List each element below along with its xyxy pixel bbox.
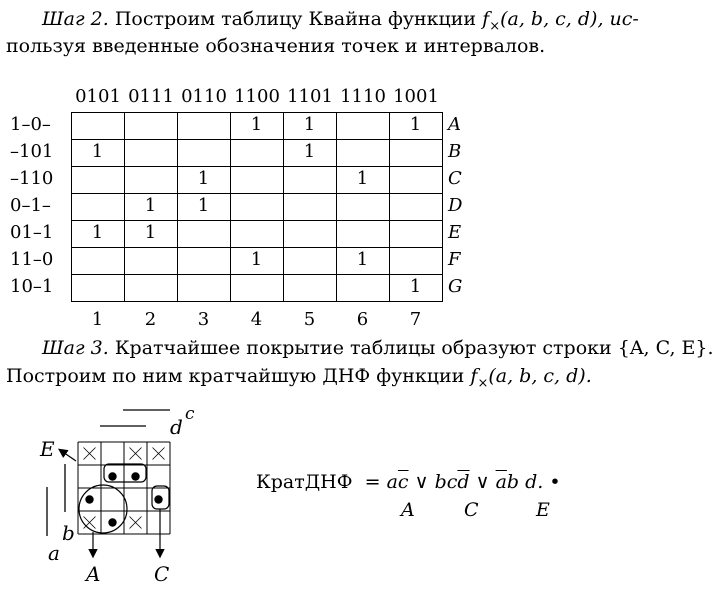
- table-cell: 1: [356, 168, 369, 189]
- formula-letter-C: C: [464, 499, 479, 521]
- step3-args: (a, b, c, d).: [488, 365, 592, 387]
- table-cell: 1: [197, 195, 210, 216]
- table-row-letter: F: [448, 249, 461, 270]
- kmap-dot-mark: [108, 518, 116, 526]
- table-row-label: –101: [10, 141, 54, 162]
- kmap-dot-mark: [108, 472, 116, 480]
- formula-term3-b: b: [506, 471, 520, 493]
- table-column-number: 7: [409, 309, 422, 330]
- table-cell: 1: [91, 141, 104, 162]
- table-cell: 1: [409, 114, 422, 135]
- kmap-label-a: a: [48, 541, 60, 565]
- table-column-header: 1110: [340, 86, 386, 107]
- kmap-dot-mark: [85, 495, 93, 503]
- formula-prefix: КратДНФ: [256, 471, 353, 493]
- table-column-header: 1001: [393, 86, 439, 107]
- formula-eq: =: [364, 471, 381, 493]
- table-row-letter: B: [448, 141, 462, 162]
- table-row-label: 1–0–: [10, 114, 51, 135]
- step2-args: (a, b, c, d), ис-: [500, 8, 639, 30]
- step2-line2: пользуя введенные обозначения точек и интервалов.: [6, 35, 546, 57]
- kmap-label-E: E: [40, 437, 55, 461]
- table-cell: 1: [303, 114, 316, 135]
- kmap-label-d: d: [170, 415, 183, 439]
- kmap-label-C: C: [154, 562, 170, 586]
- table-column-number: 5: [303, 309, 316, 330]
- step3-label: Шаг 3.: [42, 337, 109, 359]
- formula-letter-A: A: [401, 499, 415, 521]
- formula-term2-d: $\overline{d}$: [457, 471, 470, 493]
- formula-term2-c: c: [446, 471, 458, 493]
- formula-term3-a: $\overline{a}$: [495, 471, 507, 493]
- formula-term3-d: d.: [525, 471, 544, 493]
- formula-or-2: ∨: [475, 471, 490, 493]
- table-cell: 1: [91, 222, 104, 243]
- kmap-dot-mark: [131, 472, 139, 480]
- table-cell: 1: [250, 114, 263, 135]
- table-cell: 1: [197, 168, 210, 189]
- table-row-label: 0–1–: [10, 195, 51, 216]
- table-column-header: 0101: [75, 86, 121, 107]
- step3-func-sub: ×: [477, 375, 489, 391]
- formula-term1-a: a: [386, 471, 398, 493]
- formula-term2-b: b: [434, 471, 447, 493]
- table-row-letter: D: [448, 195, 463, 216]
- table-row-label: 10–1: [10, 276, 54, 297]
- table-row-letter: A: [448, 114, 461, 135]
- table-cell: 1: [144, 195, 157, 216]
- table-column-number: 1: [91, 309, 104, 330]
- table-column-number: 3: [197, 309, 210, 330]
- formula-term1-c: $\overline{c}$: [397, 471, 409, 493]
- formula-or-1: ∨: [414, 471, 429, 493]
- step2-func: f: [482, 8, 490, 30]
- table-column-number: 6: [356, 309, 369, 330]
- table-cell: 1: [409, 276, 422, 297]
- table-row-label: 01–1: [10, 222, 54, 243]
- table-column-header: 0111: [128, 86, 174, 107]
- kmap-label-b: b: [62, 521, 75, 545]
- table-column-number: 4: [250, 309, 263, 330]
- table-cell: 1: [144, 222, 157, 243]
- table-row-label: 11–0: [10, 249, 54, 270]
- step3-line2-text: Построим по ним кратчайшую ДНФ функции: [6, 365, 465, 387]
- table-column-header: 1101: [287, 86, 333, 107]
- kmap-label-A: A: [86, 562, 101, 586]
- table-row-letter: G: [448, 276, 463, 297]
- step3-func: f: [470, 365, 478, 387]
- formula-line: [256, 470, 561, 494]
- table-cell: 1: [250, 249, 263, 270]
- table-row-label: –110: [10, 168, 54, 189]
- step2-text: Построим таблицу Квайна функции: [114, 8, 477, 30]
- kmap-dot-mark: [154, 495, 162, 503]
- table-cell: 1: [356, 249, 369, 270]
- implicant-A-outline: [79, 485, 127, 533]
- step2-func-sub: ×: [489, 18, 501, 34]
- E-arrow: [60, 450, 76, 461]
- formula-letter-E: E: [536, 499, 550, 521]
- step2-label: Шаг 2.: [42, 8, 109, 30]
- table-cell: 1: [303, 141, 316, 162]
- formula-bullet: •: [549, 471, 561, 493]
- table-column-number: 2: [144, 309, 157, 330]
- step3-text: Кратчайшее покрытие таблицы образуют строки {A, C, E}.: [114, 337, 714, 359]
- table-column-header: 0110: [181, 86, 227, 107]
- table-row-letter: E: [448, 222, 462, 243]
- table-row-letter: C: [448, 168, 462, 189]
- table-column-header: 1100: [234, 86, 280, 107]
- kmap-label-c: c: [185, 404, 195, 424]
